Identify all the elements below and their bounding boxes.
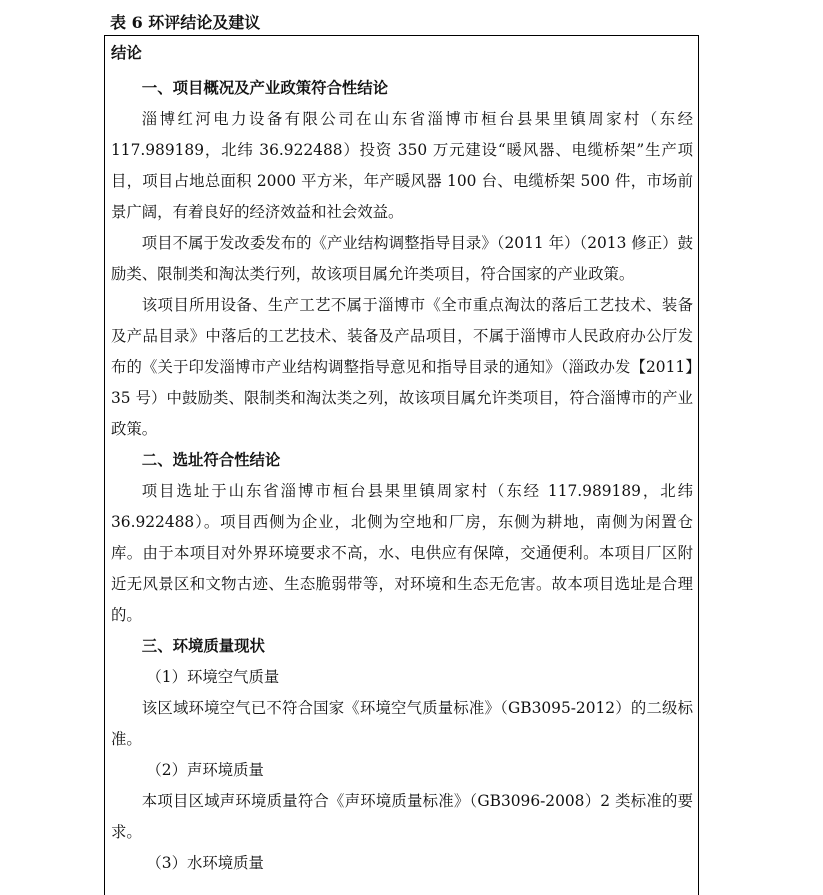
table-caption: 表 6 环评结论及建议 [110,13,261,32]
heading-site-selection: 二、选址符合性结论 [141,451,281,469]
conclusion-content [111,38,693,879]
heading-project-overview: 一、项目概况及产业政策符合性结论 [141,79,389,97]
paragraph-site-selection: 项目选址于山东省淄博市桓台县果里镇周家村（东经 117.989189，北纬 36.922488）。项目西侧为企业，北侧为空地和厂房，东侧为耕地，南侧为闲置仓库。由于本项目对外界环境要求不高，水、电供应有保障，交通便利。本项目厂区附近无风景区和文物古迹、生态脆弱带等，对环境和生态无危害。故本项目选址是合理的。 [111,482,693,624]
paragraph-air-quality: 该区域环境空气已不符合国家《环境空气质量标准》（GB3095-2012）的二级标准。 [111,699,693,748]
paragraph-local-policy: 该项目所用设备、生产工艺不属于淄博市《全市重点淘汰的落后工艺技术、装备及产品目录》中落后的工艺技术、装备及产品项目，不属于淄博市人民政府办公厅发布的《关于印发淄博市产业结构调整指导意见和指导目录的通知》（淄政办发【2011】35 号）中鼓励类、限制类和淘汰类之列，故该项目属允许类项目，符合淄博市的产业政策。 [111,296,693,438]
section-label: 结论 [111,44,142,62]
subheading-air-quality: （1）环境空气质量 [146,668,280,686]
subheading-noise-quality: （2）声环境质量 [146,761,264,779]
paragraph-project-overview: 淄博红河电力设备有限公司在山东省淄博市桓台县果里镇周家村（东经 117.989189，北纬 36.922488）投资 350 万元建设“暖风器、电缆桥架”生产项目，项目占地总面积 2000 平方米，年产暖风器 100 台、电缆桥架 500 件，市场前景广阔，有着良好的经济效益和社会效益。 [111,110,693,221]
subheading-water-quality: （3）水环境质量 [146,854,264,872]
paragraph-noise-quality: 本项目区域声环境质量符合《声环境质量标准》（GB3096-2008）2 类标准的要求。 [111,792,693,841]
heading-environment-quality: 三、环境质量现状 [141,637,265,655]
paragraph-national-policy: 项目不属于发改委发布的《产业结构调整指导目录》（2011 年）（2013 修正）鼓励类、限制类和淘汰类行列，故该项目属允许类项目，符合国家的产业政策。 [111,234,693,283]
